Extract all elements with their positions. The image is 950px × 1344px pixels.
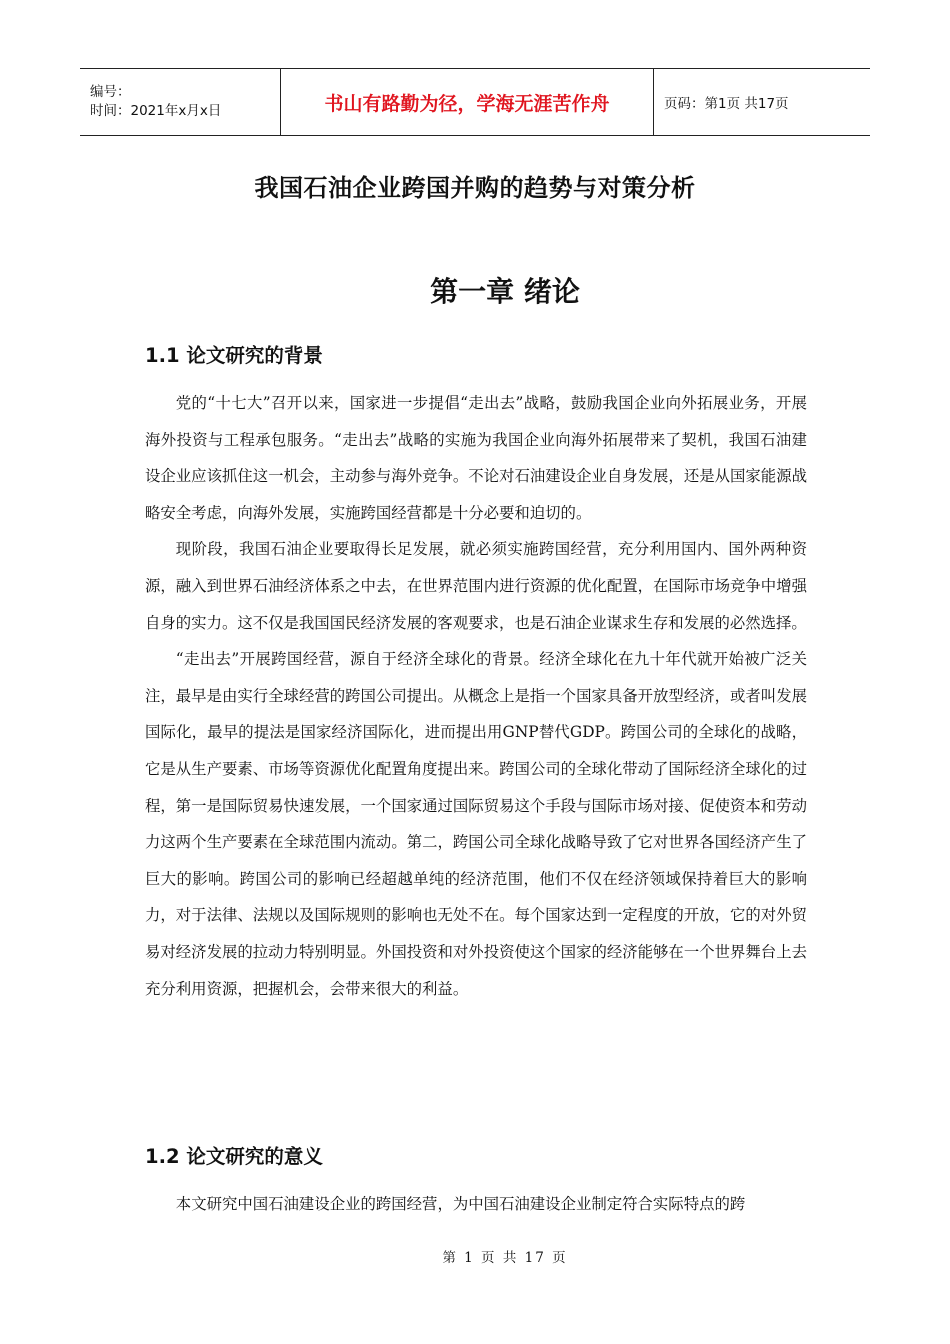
section-body-1-1: [145, 385, 807, 1007]
date-label: 时间：2021年x月x日: [90, 103, 222, 119]
section-body-1-2: [145, 1186, 807, 1223]
page-info-text: 页码：第1页 共17页: [664, 96, 789, 112]
section-heading-1-2: 1.2 论文研究的意义: [145, 1145, 323, 1168]
header-meta: [80, 69, 280, 135]
motto-text: 书山有路勤为径，学海无涯苦作舟: [324, 92, 610, 115]
paragraph: 现阶段，我国石油企业要取得长足发展，就必须实施跨国经营，充分利用国内、国外两种资源，融入到世界石油经济体系之中去，在世界范围内进行资源的优化配置，在国际市场竞争中增强自身的实力。这不仅是我国国民经济发展的客观要求，也是石油企业谋求生存和发展的必然选择。: [145, 540, 807, 632]
page-header: [80, 68, 870, 136]
page-footer: 第 1 页 共 17 页: [442, 1250, 568, 1266]
chapter-title: 第一章 绪论: [430, 275, 580, 308]
section-heading-1-1: 1.1 论文研究的背景: [145, 344, 323, 367]
paragraph: “走出去”开展跨国经营，源自于经济全球化的背景。经济全球化在九十年代就开始被广泛关注，最早是由实行全球经营的跨国公司提出。从概念上是指一个国家具备开放型经济，或者叫发展国际化，最早的提法是国家经济国际化，进而提出用GNP替代GDP。跨国公司的全球化的战略，它是从生产要素、市场等资源优化配置角度提出来。跨国公司的全球化带动了国际经济全球化的过程，第一是国际贸易快速发展，一个国家通过国际贸易这个手段与国际市场对接、促使资本和劳动力这两个生产要素在全球范围内流动。第二，跨国公司全球化战略导致了它对世界各国经济产生了巨大的影响。跨国公司的影响已经超越单纯的经济范围，他们不仅在经济领域保持着巨大的影响力，对于法律、法规以及国际规则的影响也无处不在。每个国家达到一定程度的开放，它的对外贸易对经济发展的拉动力特别明显。外国投资和对外投资使这个国家的经济能够在一个世界舞台上去充分利用资源，把握机会，会带来很大的利益。: [145, 650, 807, 998]
serial-number-label: 编号：: [90, 84, 131, 100]
header-page-info: [654, 69, 870, 135]
paragraph: 党的“十七大”召开以来，国家进一步提倡“走出去”战略，鼓励我国企业向外拓展业务，开展海外投资与工程承包服务。“走出去”战略的实施为我国企业向海外拓展带来了契机，我国石油建设企业应该抓住这一机会，主动参与海外竞争。不论对石油建设企业自身发展，还是从国家能源战略安全考虑，向海外发展，实施跨国经营都是十分必要和迫切的。: [145, 394, 807, 522]
document-title: 我国石油企业跨国并购的趋势与对策分析: [254, 174, 696, 202]
paragraph: 本文研究中国石油建设企业的跨国经营，为中国石油建设企业制定符合实际特点的跨: [175, 1195, 746, 1213]
header-motto: [280, 69, 654, 135]
